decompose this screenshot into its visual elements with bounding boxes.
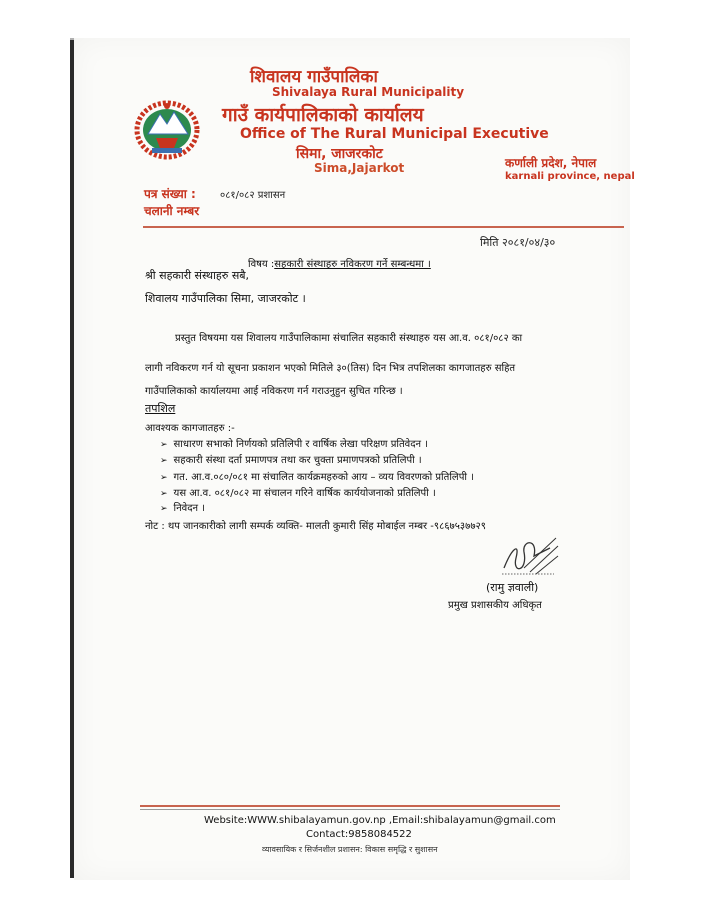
bullet-arrow-icon: ➢ xyxy=(160,456,168,466)
municipality-name-nepali: शिवालय गाउँपालिका xyxy=(250,67,378,87)
letter-number-label: पत्र संख्या : xyxy=(144,187,196,201)
signatory-name: (रामु ज्ञवाली) xyxy=(486,581,539,594)
signatory-title: प्रमुख प्रशासकीय अधिकृत xyxy=(448,600,542,611)
subject-text: सहकारी संस्थाहरु नविकरण गर्ने सम्बन्धमा । xyxy=(274,259,431,270)
province-nepali: कर्णाली प्रदेश, नेपाल xyxy=(505,156,597,170)
list-item-text: साधारण सभाको निर्णयको प्रतिलिपी र वार्षिक लेखा परिक्षण प्रतिवेदन । xyxy=(173,439,429,450)
footer-divider xyxy=(140,805,560,807)
footer-website-email: Website:WWW.shibalayamun.gov.np ,Email:shibalayamun@gmail.com xyxy=(204,815,556,826)
list-item xyxy=(160,500,205,514)
province-english: karnali province, nepal xyxy=(505,171,635,182)
list-item-text: निवेदन । xyxy=(173,503,206,514)
dispatch-number-label: चलानी नम्बर xyxy=(144,204,200,218)
list-item xyxy=(160,436,428,450)
office-name-nepali: गाउँ कार्यपालिकाको कार्यालय xyxy=(222,104,424,126)
footer-contact: Contact:9858084522 xyxy=(306,829,412,840)
list-item-text: यस आ.व. ०८१/०८२ मा संचालन गरिने वार्षिक कार्ययोजनाको प्रतिलिपी । xyxy=(173,488,436,499)
location-english: Sima,Jajarkot xyxy=(314,161,405,175)
bullet-arrow-icon: ➢ xyxy=(160,440,168,450)
handwritten-signature-icon xyxy=(494,528,560,580)
addressee-line-2: शिवालय गाउँपालिका सिमा, जाजरकोट । xyxy=(145,292,306,305)
letter-number-value: ०८१/०८२ प्रशासन xyxy=(220,190,286,201)
footer-slogan: व्यावसायिक र सिर्जनशील प्रशासन: विकास समृद्धि र सुशासन xyxy=(262,845,438,854)
header-divider xyxy=(143,226,624,228)
addressee-line-1: श्री सहकारी संस्थाहरु सबै, xyxy=(145,269,250,282)
body-line-3: गाउँपालिकाको कार्यालयमा आई नविकरण गर्न गराउनुहुन सुचित गरिन्छ । xyxy=(145,386,403,397)
body-line-1: प्रस्तुत विषयमा यस शिवालय गाउँपालिकामा संचालित सहकारी संस्थाहरु यस आ.व. ०८१/०८२ का xyxy=(175,333,523,344)
bullet-arrow-icon: ➢ xyxy=(160,504,168,514)
list-item xyxy=(160,452,422,466)
location-nepali: सिमा, जाजरकोट xyxy=(296,146,383,162)
contact-note: नोट : थप जानकारीको लागी सम्पर्क व्यक्ति- मालती कुमारी सिंह मोबाईल नम्बर -९८६७५३७७२९ xyxy=(145,521,486,532)
required-documents-label: आवश्यक कागजातहरु :- xyxy=(145,423,235,434)
subject-line xyxy=(248,256,431,270)
list-item-text: गत. आ.व.०८०/०८१ मा संचालित कार्यक्रमहरुको आय – व्यय विवरणको प्रतिलिपी । xyxy=(173,472,474,483)
office-name-english: Office of The Rural Municipal Executive xyxy=(240,126,549,142)
body-line-2: लागी नविकरण गर्न यो सूचना प्रकाशन भएको मितिले ३०(तिस) दिन भित्र तपशिलका कागजातहरु सहित xyxy=(145,363,516,374)
bullet-arrow-icon: ➢ xyxy=(160,473,168,483)
tapsil-heading: तपशिल xyxy=(145,402,176,415)
bullet-arrow-icon: ➢ xyxy=(160,489,168,499)
footer-divider-thin xyxy=(140,809,560,810)
nepal-emblem-icon xyxy=(132,98,202,160)
municipality-name-english: Shivalaya Rural Municipality xyxy=(272,85,465,99)
letter-date: मिति २०८१/०४/३० xyxy=(480,236,556,249)
subject-prefix: विषय : xyxy=(248,259,275,270)
list-item xyxy=(160,469,474,483)
list-item-text: सहकारी संस्था दर्ता प्रमाणपत्र तथा कर चुक्ता प्रमाणपत्रको प्रतिलिपी । xyxy=(173,455,422,466)
list-item xyxy=(160,485,436,499)
